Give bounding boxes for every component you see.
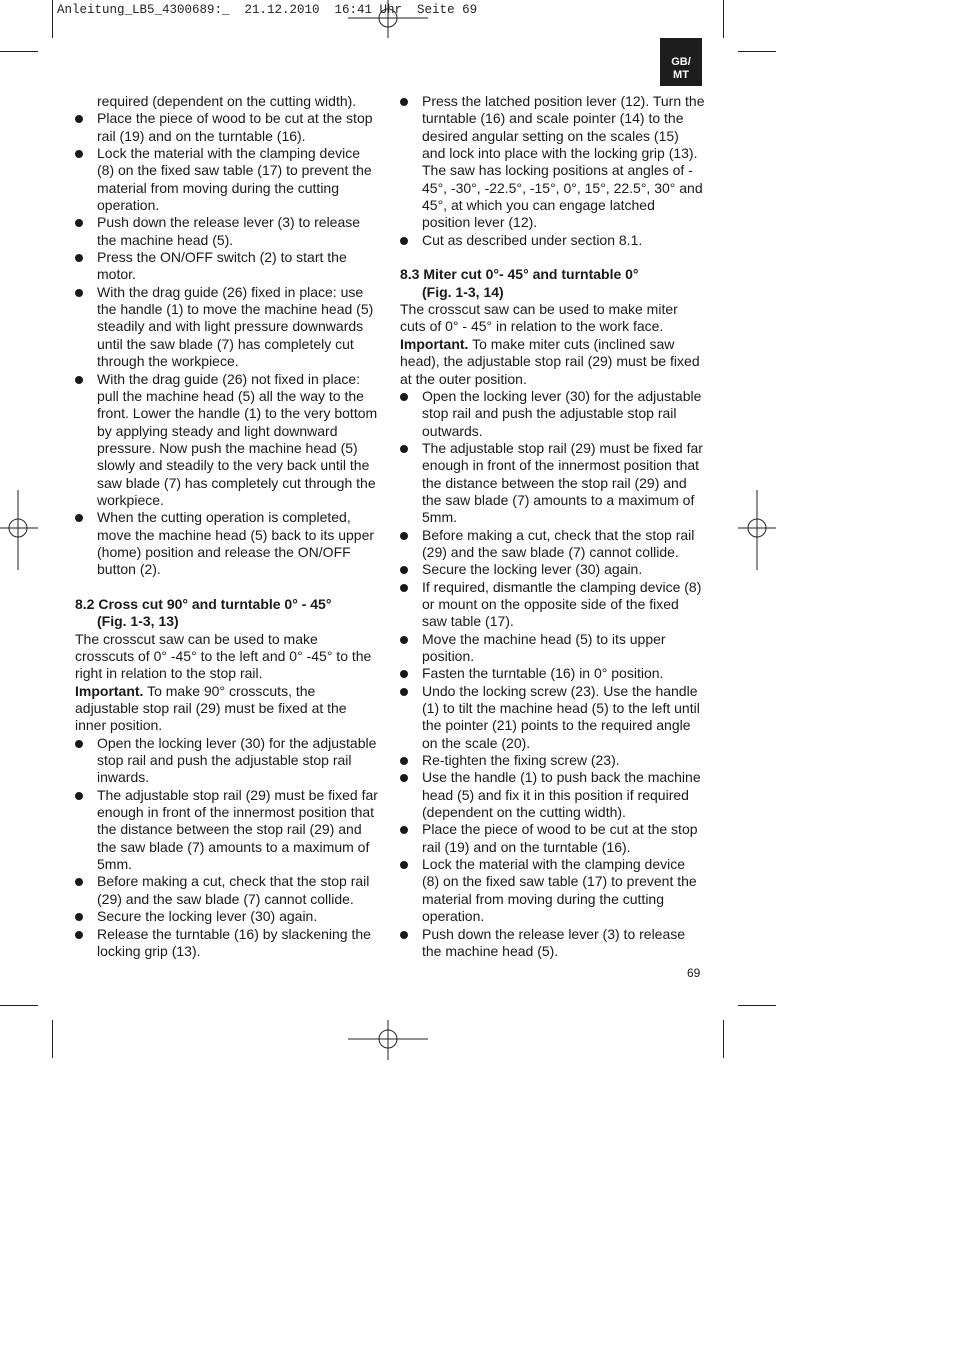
list-item: Before making a cut, check that the stop rail (29) and the saw blade (7) cannot collide. bbox=[400, 527, 705, 562]
list-item: With the drag guide (26) fixed in place: use the handle (1) to move the machine head (5) steadily and with light pressure downwards until the saw blade (7) has completely cut through the workpiece. bbox=[75, 284, 380, 371]
list-item: Cut as described under section 8.1. bbox=[400, 232, 705, 249]
bullet-icon bbox=[400, 237, 408, 245]
crop-mark bbox=[0, 51, 38, 52]
crop-mark bbox=[738, 51, 776, 52]
section-heading bbox=[400, 266, 705, 301]
registration-mark-icon bbox=[348, 0, 428, 38]
list-item: Lock the material with the clamping device (8) on the fixed saw table (17) to prevent the material from moving during the cutting operation. bbox=[400, 856, 705, 925]
page-number: 69 bbox=[687, 966, 701, 980]
section-paragraph: The crosscut saw can be used to make miter cuts of 0° - 45° in relation to the work face. bbox=[400, 301, 678, 335]
section-heading-figref: (Fig. 1-3, 14) bbox=[422, 283, 504, 300]
crop-mark bbox=[738, 1005, 776, 1006]
bullet-icon bbox=[75, 740, 83, 748]
list-item: Secure the locking lever (30) again. bbox=[400, 561, 705, 578]
important-note bbox=[75, 683, 380, 735]
bullet-icon bbox=[400, 826, 408, 834]
bullet-icon bbox=[75, 376, 83, 384]
continued-text: required (dependent on the cutting width). bbox=[97, 93, 357, 109]
registration-mark-icon bbox=[738, 490, 776, 570]
bullet-icon bbox=[75, 514, 83, 522]
important-label: Important. bbox=[75, 682, 144, 699]
important-label: Important. bbox=[400, 335, 469, 352]
list-item: When the cutting operation is completed, move the machine head (5) back to its upper (home) position and release the ON/OFF button (2). bbox=[75, 509, 380, 578]
list-item: Lock the material with the clamping device (8) on the fixed saw table (17) to prevent the material from moving during the cutting operation. bbox=[75, 145, 380, 214]
crop-mark bbox=[52, 1020, 53, 1058]
bullet-icon bbox=[400, 757, 408, 765]
bullet-icon bbox=[400, 861, 408, 869]
list-item: Move the machine head (5) to its upper position. bbox=[400, 631, 705, 666]
list-item: Open the locking lever (30) for the adjustable stop rail and push the adjustable stop rail inwards. bbox=[75, 735, 380, 787]
important-text: To make 90° crosscuts, the adjustable stop rail (29) must be fixed at the inner position. bbox=[75, 682, 347, 734]
section-paragraph: The crosscut saw can be used to make crosscuts of 0° -45° to the left and 0° -45° to the right in relation to the stop rail. bbox=[75, 630, 372, 682]
list-item: Use the handle (1) to push back the machine head (5) and fix it in this position if required (dependent on the cutting width). bbox=[400, 769, 705, 821]
list-item: If required, dismantle the clamping device (8) or mount on the opposite side of the fixed saw table (17). bbox=[400, 579, 705, 631]
language-badge-line2: MT bbox=[673, 69, 689, 81]
list-item: With the drag guide (26) not fixed in place: pull the machine head (5) all the way to the front. Lower the handle (1) to the very bottom by applying steady and light downward pressure. Now push the machine head (5) slowly and steadily to the very back until the saw blade (7) has completely cut through the workpiece. bbox=[75, 371, 380, 510]
bullet-list-a bbox=[400, 93, 705, 249]
bullet-icon bbox=[75, 115, 83, 123]
bullet-icon bbox=[75, 150, 83, 158]
language-badge-line1: GB/ bbox=[671, 56, 691, 68]
bullet-icon bbox=[75, 289, 83, 297]
list-item: Push down the release lever (3) to release the machine head (5). bbox=[75, 214, 380, 249]
list-item: The adjustable stop rail (29) must be fixed far enough in front of the innermost position that the distance between the stop rail (29) and the saw blade (7) amounts to a maximum of 5mm. bbox=[75, 787, 380, 874]
bullet-list-a bbox=[75, 110, 380, 578]
bullet-icon bbox=[400, 98, 408, 106]
bullet-icon bbox=[400, 532, 408, 540]
section-heading bbox=[75, 596, 380, 631]
bullet-icon bbox=[75, 913, 83, 921]
bullet-list-b bbox=[400, 388, 705, 960]
crop-mark bbox=[723, 1020, 724, 1058]
bullet-icon bbox=[75, 792, 83, 800]
list-item: Before making a cut, check that the stop rail (29) and the saw blade (7) cannot collide. bbox=[75, 873, 380, 908]
bullet-icon bbox=[400, 688, 408, 696]
bullet-icon bbox=[75, 254, 83, 262]
list-item: Place the piece of wood to be cut at the stop rail (19) and on the turntable (16). bbox=[75, 110, 380, 145]
list-item: Press the latched position lever (12). Turn the turntable (16) and scale pointer (14) to the desired angular setting on the scales (15) and lock into place with the locking grip (13). The saw has locking positions at angles of - 45°, -30°, -22.5°, -15°, 0°, 15°, 22.5°, 30° and 45°, at which you can engage latched position lever (12). bbox=[400, 93, 705, 232]
important-note bbox=[400, 336, 705, 388]
section-heading-title: 8.2 Cross cut 90° and turntable 0° - 45° bbox=[75, 595, 332, 612]
list-item: Release the turntable (16) by slackening the locking grip (13). bbox=[75, 926, 380, 961]
left-column bbox=[75, 93, 380, 960]
bullet-icon bbox=[75, 219, 83, 227]
list-item: Place the piece of wood to be cut at the stop rail (19) and on the turntable (16). bbox=[400, 821, 705, 856]
important-text: To make miter cuts (inclined saw head), the adjustable stop rail (29) must be fixed at the outer position. bbox=[400, 335, 700, 387]
list-item: The adjustable stop rail (29) must be fixed far enough in front of the innermost position that the distance between the stop rail (29) and the saw blade (7) amounts to a maximum of 5mm. bbox=[400, 440, 705, 527]
bullet-icon bbox=[400, 931, 408, 939]
bullet-icon bbox=[400, 670, 408, 678]
section-heading-figref: (Fig. 1-3, 13) bbox=[97, 613, 179, 630]
list-item: Open the locking lever (30) for the adjustable stop rail and push the adjustable stop rail outwards. bbox=[400, 388, 705, 440]
list-item: Press the ON/OFF switch (2) to start the motor. bbox=[75, 249, 380, 284]
printer-slug: Anleitung_LB5_4300689:_ 21.12.2010 16:41 Uhr Seite 69 bbox=[57, 3, 478, 17]
registration-mark-icon bbox=[0, 490, 38, 570]
list-item: Fasten the turntable (16) in 0° position. bbox=[400, 665, 705, 682]
bullet-icon bbox=[400, 584, 408, 592]
bullet-icon bbox=[400, 636, 408, 644]
registration-mark-icon bbox=[348, 1020, 428, 1060]
crop-mark bbox=[723, 0, 724, 38]
list-item: Undo the locking screw (23). Use the handle (1) to tilt the machine head (5) to the left until the pointer (21) points to the required angle on the scale (20). bbox=[400, 683, 705, 752]
section-heading-title: 8.3 Miter cut 0°- 45° and turntable 0° bbox=[400, 266, 639, 283]
right-column bbox=[400, 93, 705, 960]
bullet-icon bbox=[400, 445, 408, 453]
crop-mark bbox=[0, 1005, 38, 1006]
crop-mark bbox=[52, 0, 53, 38]
bullet-icon bbox=[400, 566, 408, 574]
list-item: Push down the release lever (3) to release the machine head (5). bbox=[400, 926, 705, 961]
bullet-icon bbox=[400, 774, 408, 782]
list-item: Re-tighten the fixing screw (23). bbox=[400, 752, 705, 769]
list-item: Secure the locking lever (30) again. bbox=[75, 908, 380, 925]
bullet-icon bbox=[75, 878, 83, 886]
language-badge bbox=[660, 38, 702, 86]
bullet-list-b bbox=[75, 735, 380, 960]
bullet-icon bbox=[400, 393, 408, 401]
bullet-icon bbox=[75, 931, 83, 939]
